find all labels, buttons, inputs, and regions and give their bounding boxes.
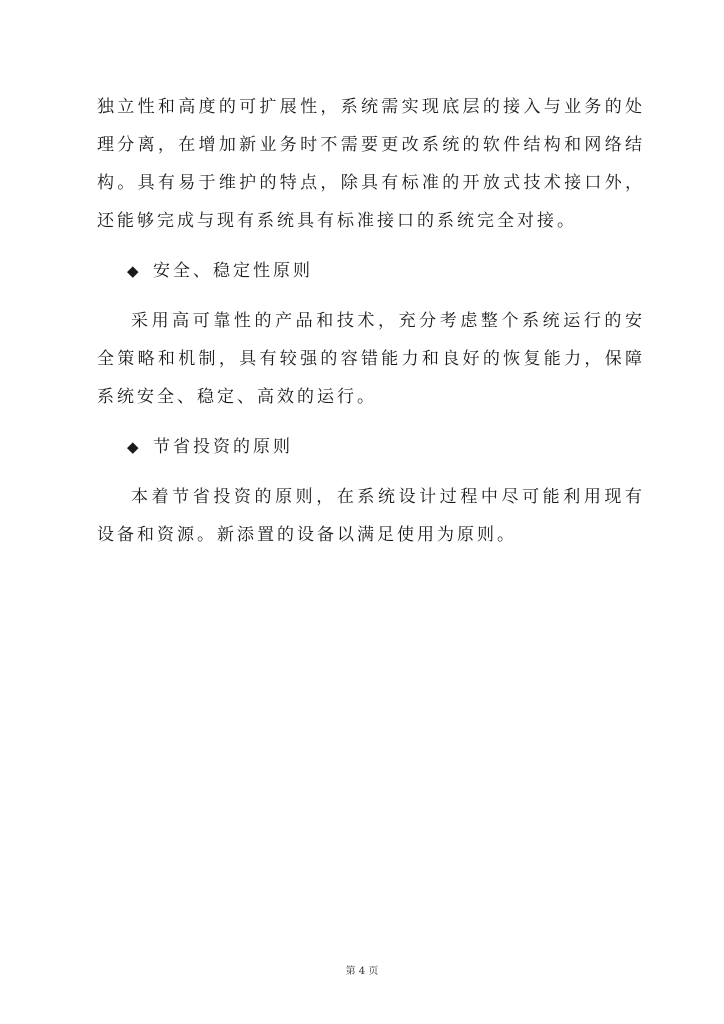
body-paragraph-investment: 本着节省投资的原则，在系统设计过程中尽可能利用现有设备和资源。新添置的设备以满足使用为原则。 [97, 487, 645, 545]
body-paragraph-security: 采用高可靠性的产品和技术，充分考虑整个系统运行的安全策略和机制，具有较强的容错能力和良好的恢复能力，保障系统安全、稳定、高效的运行。 [97, 311, 645, 407]
diamond-bullet-icon: ◆ [127, 438, 139, 456]
page-number-footer: 第 4 页 [345, 966, 379, 977]
section-heading-security [97, 252, 645, 290]
section-heading-label: 安全、稳定性原则 [153, 261, 313, 281]
section-heading-label: 节省投资的原则 [153, 437, 293, 457]
body-paragraph-continued: 独立性和高度的可扩展性，系统需实现底层的接入与业务的处理分离，在增加新业务时不需要更改系统的软件结构和网络结构。具有易于维护的特点，除具有标准的开放式技术接口外，还能够完成与现有系统具有标准接口的系统完全对接。 [97, 97, 645, 231]
diamond-bullet-icon: ◆ [127, 262, 139, 280]
page-content [97, 88, 645, 554]
section-heading-investment [97, 428, 645, 466]
